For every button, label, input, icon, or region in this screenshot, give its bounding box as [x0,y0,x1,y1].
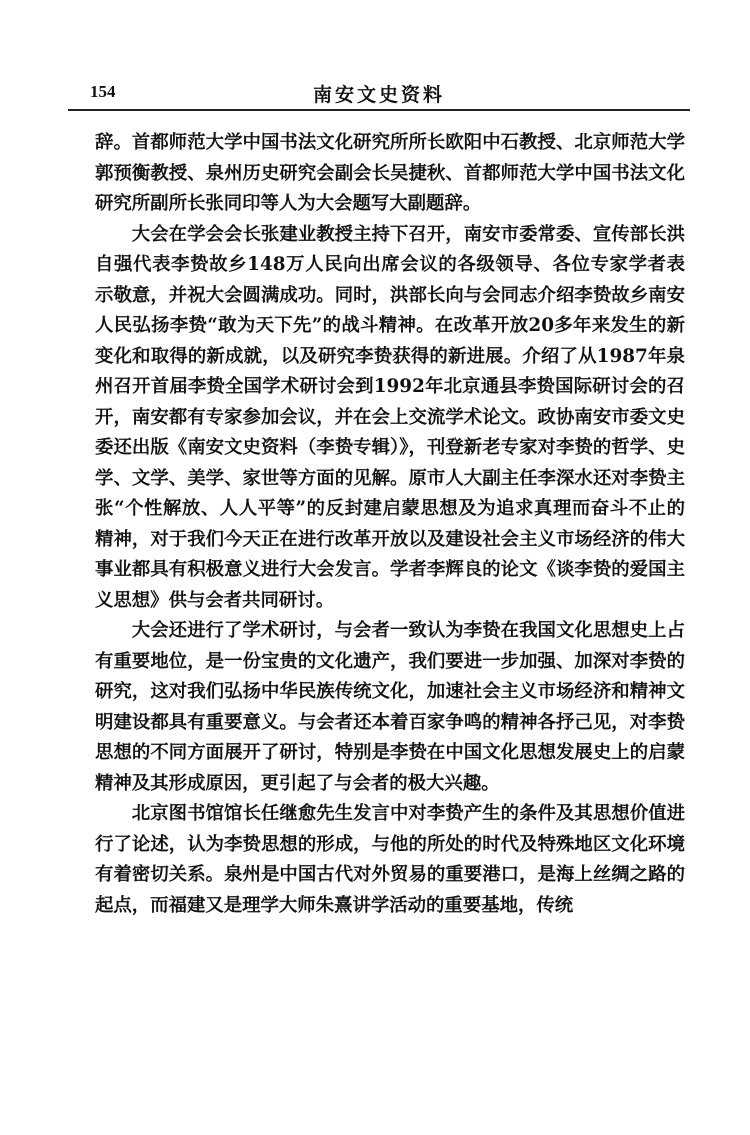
header-rule [68,109,690,111]
paragraph: 大会还进行了学术研讨，与会者一致认为李贽在我国文化思想史上占有重要地位，是一份宝贵的文化遗产，我们要进一步加强、加深对李贽的研究，这对我们弘扬中华民族传统文化，加速社会主义市场经济和精神文明建设都具有重要意义。与会者还本着百家争鸣的精神各抒己见，对李贽思想的不同方面展开了研讨，特别是李贽在中国文化思想发展史上的启蒙精神及其形成原因，更引起了与会者的极大兴趣。 [95,620,685,794]
paragraph: 大会在学会会长张建业教授主持下召开，南安市委常委、宣传部长洪自强代表李贽故乡148万人民向出席会议的各级领导、各位专家学者表示敬意，并祝大会圆满成功。同时，洪部长向与会同志介绍李贽故乡南安人民弘扬李贽“敢为天下先”的战斗精神。在改革开放20多年来发生的新变化和取得的新成就，以及研究李贽获得的新进展。介绍了从1987年泉州召开首届李贽全国学术研讨会到1992年北京通县李贽国际研讨会的召开，南安都有专家参加会议，并在会上交流学术论文。政协南安市委文史委还出版《南安文史资料（李贽专辑）》，刊登新老专家对李贽的哲学、史学、文学、美学、家世等方面的见解。原市人大副主任李深水还对李贽主张“个性解放、人人平等”的反封建启蒙思想及为追求真理而奋斗不止的精神，对于我们今天正在进行改革开放以及建设社会主义市场经济的伟大事业都具有积极意义进行大会发言。学者李辉良的论文《谈李贽的爱国主义思想》供与会者共同研讨。 [95,223,685,611]
running-title: 南安文史资料 [312,84,445,106]
page-header [68,78,690,112]
body-text [95,128,685,921]
paragraph-continuation: 辞。首都师范大学中国书法文化研究所所长欧阳中石教授、北京师范大学郭预衡教授、泉州历史研究会副会长吴捷秋、首都师范大学中国书法文化研究所副所长张同印等人为大会题写大副题辞。 [95,132,685,214]
page-number: 154 [90,82,116,101]
paragraph: 北京图书馆馆长任继愈先生发言中对李贽产生的条件及其思想价值进行了论述，认为李贽思想的形成，与他的所处的时代及特殊地区文化环境有着密切关系。泉州是中国古代对外贸易的重要港口，是海上丝绸之路的起点，而福建又是理学大师朱熹讲学活动的重要基地，传统 [95,803,685,916]
